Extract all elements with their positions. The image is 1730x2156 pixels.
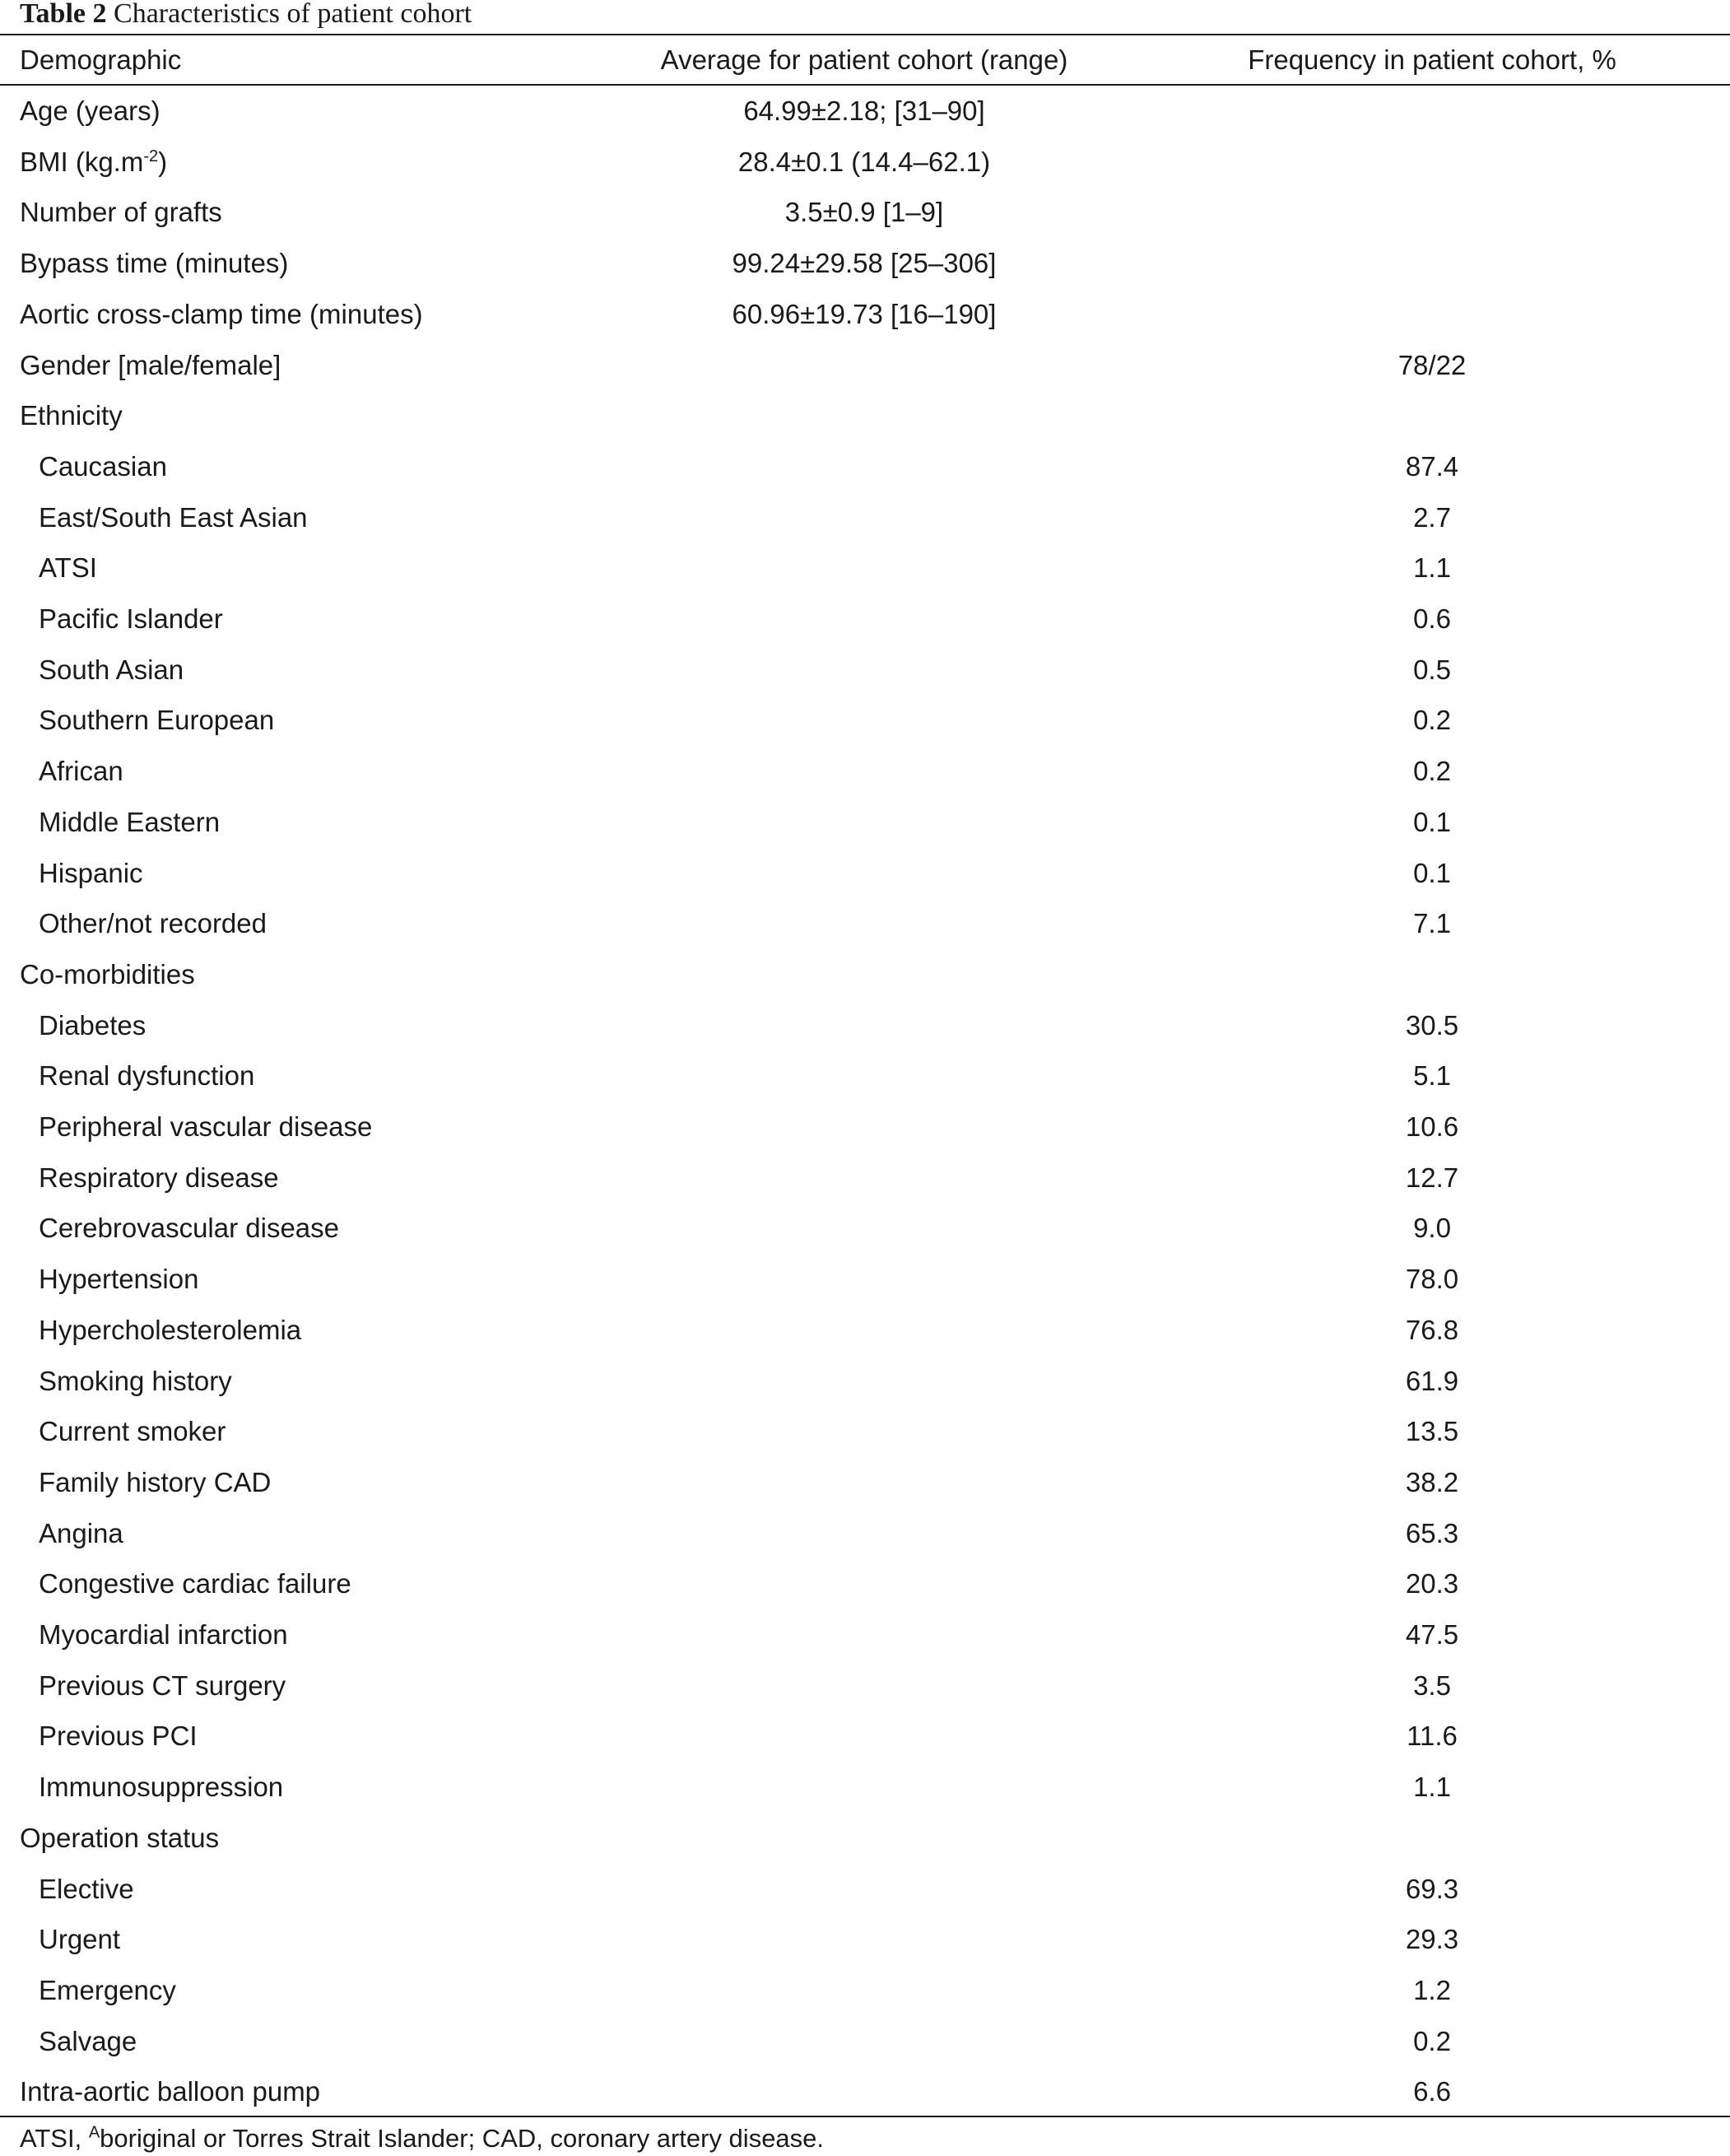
row-frequency: 78/22 <box>1397 349 1467 380</box>
table-row <box>0 898 1730 949</box>
table-row <box>0 542 1730 594</box>
table-row <box>0 2016 1730 2067</box>
row-frequency: 9.0 <box>1413 1213 1451 1244</box>
row-frequency: 10.6 <box>1405 1111 1459 1142</box>
row-frequency: 76.8 <box>1405 1314 1459 1345</box>
row-label: Peripheral vascular disease <box>39 1111 373 1142</box>
table-row <box>0 1254 1730 1305</box>
row-frequency: 0.1 <box>1413 806 1451 837</box>
table-row <box>0 1813 1730 1864</box>
row-label: ATSI <box>39 552 97 584</box>
row-label: African <box>39 756 123 787</box>
table-title: Characteristics of patient cohort <box>114 0 472 29</box>
row-frequency: 13.5 <box>1405 1416 1459 1447</box>
row-average: 64.99±2.18; [31–90] <box>743 95 985 126</box>
row-label: Hypertension <box>39 1264 199 1295</box>
row-frequency: 3.5 <box>1413 1669 1451 1701</box>
table-row <box>0 1914 1730 1965</box>
row-label: Smoking history <box>39 1365 232 1396</box>
row-average: 3.5±0.9 [1–9] <box>784 197 944 228</box>
row-label: Immunosuppression <box>39 1772 284 1803</box>
row-frequency: 0.2 <box>1413 705 1451 736</box>
row-label: Aortic cross-clamp time (minutes) <box>20 298 423 329</box>
row-label: Age (years) <box>20 95 160 126</box>
row-label: Pacific Islander <box>39 603 223 634</box>
row-label: Cerebrovascular disease <box>39 1213 340 1244</box>
row-frequency: 47.5 <box>1405 1619 1459 1650</box>
row-frequency: 0.5 <box>1413 654 1451 685</box>
row-average: 99.24±29.58 [25–306] <box>732 248 997 279</box>
row-frequency: 6.6 <box>1413 2076 1451 2107</box>
table-row <box>0 1305 1730 1356</box>
table-row <box>0 1965 1730 2016</box>
row-frequency: 69.3 <box>1405 1873 1459 1904</box>
table-row <box>0 1457 1730 1508</box>
table-row <box>0 1711 1730 1762</box>
row-frequency: 20.3 <box>1405 1568 1459 1600</box>
row-label: Caucasian <box>39 450 167 482</box>
row-label: Co-morbidities <box>20 958 195 990</box>
table-label: Table 2 <box>20 0 107 29</box>
table-row <box>0 797 1730 848</box>
row-frequency: 1.1 <box>1413 1772 1451 1803</box>
table-row <box>0 187 1730 238</box>
row-frequency: 0.2 <box>1413 756 1451 787</box>
row-label: East/South East Asian <box>39 501 308 533</box>
bottom-rule <box>0 2116 1730 2117</box>
table-row <box>0 1203 1730 1254</box>
row-frequency: 38.2 <box>1405 1466 1459 1497</box>
row-label: Urgent <box>39 1924 121 1955</box>
row-frequency: 5.1 <box>1413 1060 1451 1092</box>
table-row <box>0 1609 1730 1660</box>
table-row <box>0 695 1730 746</box>
table-row <box>0 2066 1730 2117</box>
row-frequency: 1.2 <box>1413 1974 1451 2005</box>
header-demographic: Demographic <box>20 44 182 75</box>
table-row <box>0 1406 1730 1457</box>
row-average: 28.4±0.1 (14.4–62.1) <box>737 146 991 177</box>
table-row <box>0 1864 1730 1915</box>
table-row <box>0 1508 1730 1559</box>
row-label: Elective <box>39 1873 134 1904</box>
row-label: Congestive cardiac failure <box>39 1568 351 1600</box>
top-rule <box>0 34 1730 35</box>
table-row <box>0 1762 1730 1813</box>
table-caption <box>20 0 472 33</box>
table-row <box>0 645 1730 696</box>
table-row <box>0 746 1730 797</box>
row-label: Intra-aortic balloon pump <box>20 2076 321 2107</box>
table-row <box>0 1101 1730 1153</box>
footnote-superscript: A <box>88 2123 100 2142</box>
table-row <box>0 1000 1730 1051</box>
row-average: 60.96±19.73 [16–190] <box>732 298 997 329</box>
row-label: Ethnicity <box>20 400 123 431</box>
table-row <box>0 594 1730 645</box>
table-row <box>0 238 1730 289</box>
row-label: Hypercholesterolemia <box>39 1314 302 1345</box>
row-frequency: 7.1 <box>1413 908 1451 939</box>
row-frequency: 0.6 <box>1413 603 1451 634</box>
row-label: Operation status <box>20 1822 220 1853</box>
row-label: Current smoker <box>39 1416 226 1447</box>
row-frequency: 12.7 <box>1405 1162 1459 1193</box>
row-label: Hispanic <box>39 857 143 888</box>
row-label: Previous PCI <box>39 1721 198 1752</box>
table-row <box>0 949 1730 1000</box>
row-frequency: 78.0 <box>1405 1264 1459 1295</box>
table-row <box>0 1050 1730 1101</box>
table-row <box>0 137 1730 188</box>
row-label: Myocardial infarction <box>39 1619 288 1650</box>
row-frequency: 11.6 <box>1407 1721 1458 1752</box>
row-label: Respiratory disease <box>39 1162 279 1193</box>
table-row <box>0 86 1730 137</box>
footnote-text-after: boriginal or Torres Strait Islander; CAD, coronary artery disease. <box>100 2124 825 2153</box>
table-row <box>0 1153 1730 1204</box>
table-header <box>0 36 1730 84</box>
row-label: Number of grafts <box>20 197 222 228</box>
row-frequency: 1.1 <box>1413 552 1451 584</box>
table-row <box>0 390 1730 441</box>
row-label: South Asian <box>39 654 184 685</box>
row-label: BMI $(kg.m^{-2})$ <box>20 146 168 177</box>
table-row <box>0 1660 1730 1711</box>
row-label: Other/not recorded <box>39 908 267 939</box>
row-label: Salvage <box>39 2025 137 2056</box>
row-frequency: 2.7 <box>1413 501 1451 533</box>
row-frequency: 0.1 <box>1413 857 1451 888</box>
row-frequency: 61.9 <box>1405 1365 1459 1396</box>
row-label: Southern European <box>39 705 275 736</box>
row-frequency: 65.3 <box>1405 1517 1459 1548</box>
row-label: Middle Eastern <box>39 806 221 837</box>
row-label: Bypass time (minutes) <box>20 248 289 279</box>
row-label: Diabetes <box>39 1009 146 1041</box>
row-label: Gender [male/female] <box>20 349 281 380</box>
table-row <box>0 492 1730 543</box>
table-row <box>0 340 1730 391</box>
table-row <box>0 289 1730 340</box>
table-footnote <box>20 2122 824 2155</box>
table-row <box>0 441 1730 492</box>
row-frequency: 87.4 <box>1405 450 1459 482</box>
row-frequency: 29.3 <box>1405 1924 1459 1955</box>
row-label: Previous CT surgery <box>39 1669 286 1701</box>
header-average: Average for patient cohort (range) <box>660 44 1068 75</box>
table-row <box>0 1558 1730 1609</box>
row-label-superscript: -2 <box>143 147 159 165</box>
table-row <box>0 1356 1730 1407</box>
row-label: Family history CAD <box>39 1466 272 1497</box>
row-label: Angina <box>39 1517 123 1548</box>
row-frequency: 0.2 <box>1413 2025 1451 2056</box>
table-row <box>0 848 1730 899</box>
footnote-text-before: ATSI, <box>20 2124 89 2153</box>
row-label: Renal dysfunction <box>39 1060 255 1092</box>
row-frequency: 30.5 <box>1405 1009 1459 1041</box>
header-frequency: Frequency in patient cohort, % <box>1248 44 1616 75</box>
row-label: Emergency <box>39 1974 176 2005</box>
